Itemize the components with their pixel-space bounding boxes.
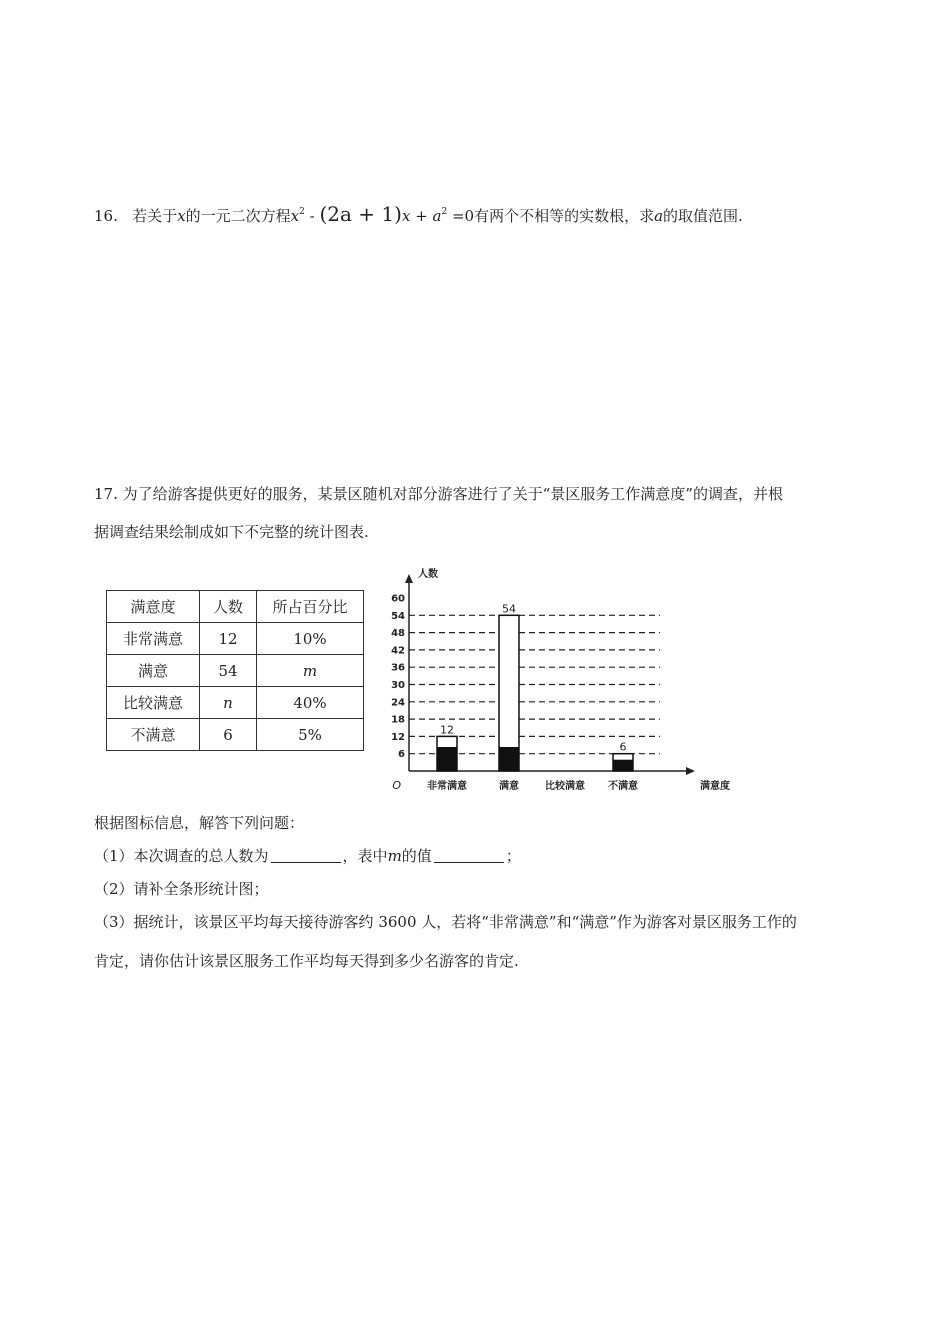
table-cell: 12 [200,623,257,655]
answer-blank-total[interactable] [271,846,341,863]
y-tick-label: 36 [391,662,405,674]
table-cell: n [200,687,257,719]
table-header: 满意度 [107,591,200,623]
table-row [107,655,364,687]
bar-data-label: 54 [502,602,516,616]
x-axis-title: 满意度 [700,781,730,792]
bar-chart [375,556,745,798]
y-tick-label: 54 [391,610,405,622]
y-tick-label: 18 [391,714,405,726]
table-cell: 不满意 [107,719,200,751]
bar-fill [499,747,519,771]
question-17-line1: 17. 为了给游客提供更好的服务，某景区随机对部分游客进行了关于“景区服务工作满意度”的调查，并根 [94,485,783,503]
instructions: 根据图标信息，解答下列问题： [94,814,305,832]
bar-data-label: 12 [440,723,454,737]
answer-blank-m[interactable] [434,846,504,863]
x-axis-arrow [686,767,695,775]
bar-fill [437,747,457,771]
survey-table [106,590,364,751]
y-axis-title: 人数 [418,569,438,580]
table-header-row [107,591,364,623]
x-tick-label: 比较满意 [545,781,585,792]
table-cell: 6 [200,719,257,751]
table-header: 人数 [200,591,257,623]
q16-number: 16. [94,207,118,225]
table-cell: 10% [257,623,364,655]
sub-question-2: （2）请补全条形统计图； [94,880,269,898]
question-16: 16. 若关于x的一元二次方程$x^2 - (2a + 1)x + a^2 =0$有两个不相等的实数根，求a的取值范围. [94,202,743,226]
table-cell: 比较满意 [107,687,200,719]
bar-fill [613,760,633,771]
table-cell: 40% [257,687,364,719]
y-tick-label: 30 [391,680,405,691]
y-tick-label: 48 [391,628,405,640]
table-cell: 54 [200,655,257,687]
y-tick-label: 60 [391,593,405,605]
sub-question-3-line2: 肯定，请你估计该景区服务工作平均每天得到多少名游客的肯定. [94,952,519,970]
table-row [107,719,364,751]
x-tick-label: 满意 [499,781,519,792]
y-tick-label: 42 [391,645,405,657]
sub-question-1: （1）本次调查的总人数为 ，表中m的值 ； [94,847,521,865]
y-tick-label: 12 [391,731,405,743]
table-cell: 满意 [107,655,200,687]
y-tick-label: 24 [391,697,405,709]
y-axis-arrow [405,574,413,583]
bar-data-label: 6 [619,740,627,754]
table-cell: m [257,655,364,687]
sub-question-3-line1: （3）据统计，该景区平均每天接待游客约 3600 人，若将“非常满意”和“满意”作为游客对景区服务工作的 [94,913,797,931]
table-header: 所占百分比 [257,591,364,623]
table-cell: 5% [257,719,364,751]
table-row [107,623,364,655]
origin-label: O [392,779,401,792]
chart-bars [437,615,633,771]
x-tick-label: 不满意 [608,781,638,792]
table-row [107,687,364,719]
table-cell: 非常满意 [107,623,200,655]
question-17-line2: 据调查结果绘制成如下不完整的统计图表. [94,523,369,541]
y-tick-label: 6 [398,749,405,761]
x-tick-label: 非常满意 [427,781,467,792]
